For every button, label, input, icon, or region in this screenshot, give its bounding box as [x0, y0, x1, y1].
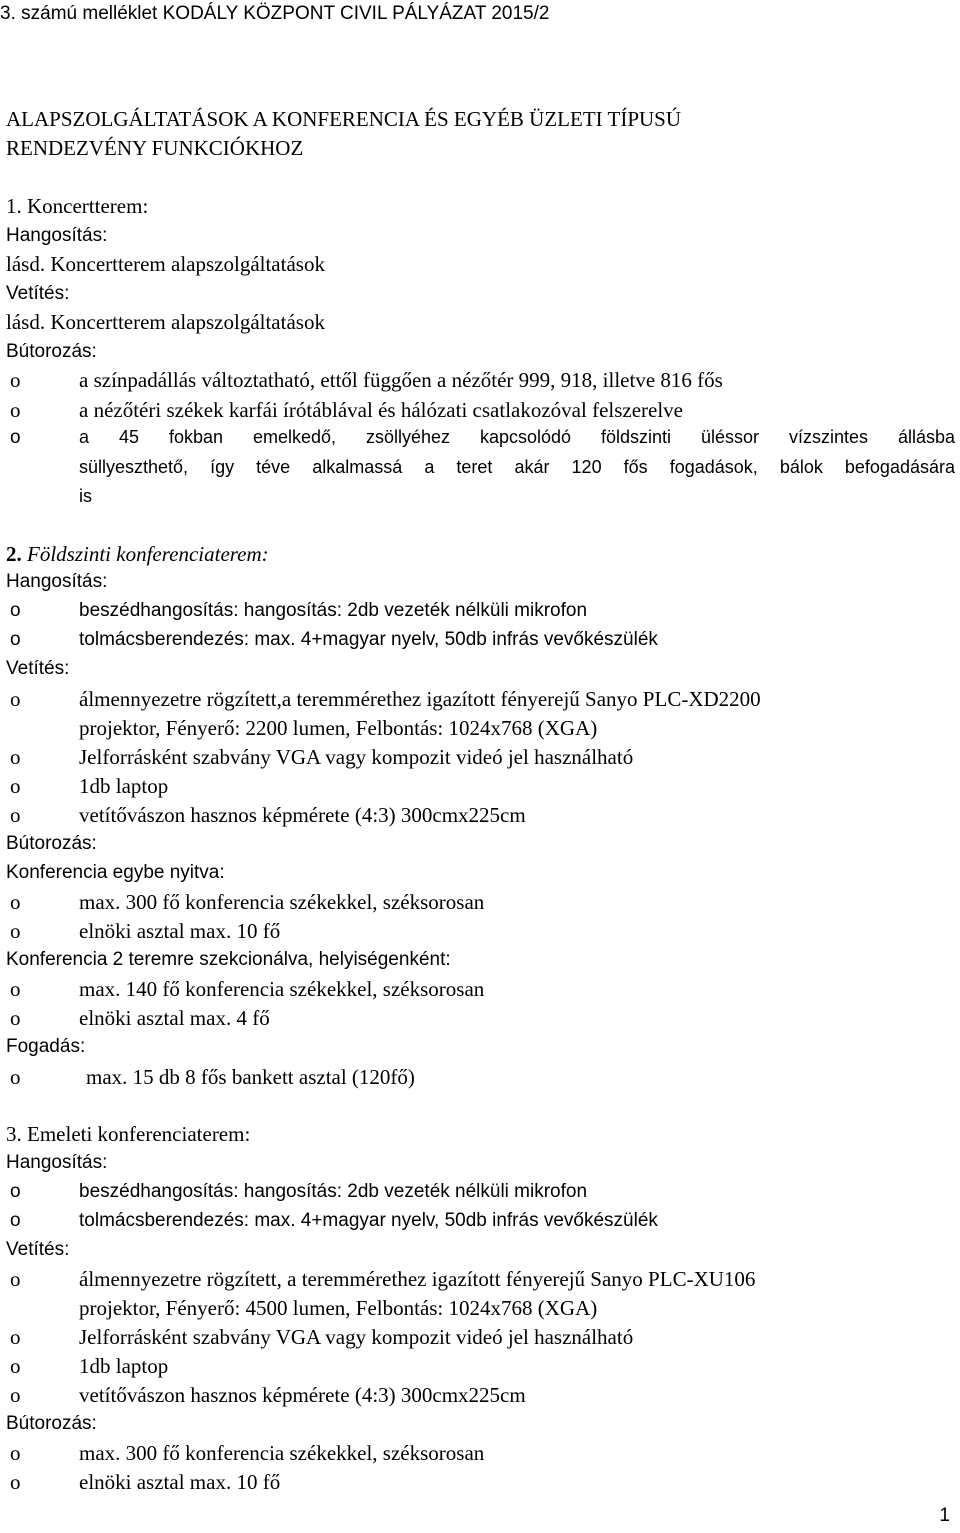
- bullet-marker: o: [10, 600, 21, 621]
- list-item-text: vetítővászon hasznos képmérete (4:3) 300cmx225cm: [79, 803, 526, 827]
- section-3-hangositas-label: Hangosítás:: [6, 1152, 108, 1173]
- section-2-hangositas-label: Hangosítás:: [6, 571, 108, 592]
- list-item-text: süllyeszthető, így téve alkalmassá a teret akár 120 fős fogadások, bálok befogadására: [79, 457, 955, 477]
- list-item-text: álmennyezetre rögzített,a teremmérethez igazított fényerejű Sanyo PLC-XD2200: [79, 687, 761, 711]
- bullet-marker: o: [10, 1441, 21, 1465]
- bullet-marker: o: [10, 368, 21, 392]
- list-item-text: 1db laptop: [79, 774, 169, 798]
- bullet-marker: o: [10, 1470, 21, 1494]
- list-item-text: elnöki asztal max. 4 fő: [79, 1006, 270, 1030]
- section-1-vetites-label: Vetítés:: [6, 283, 70, 304]
- section-3-vetites-label: Vetítés:: [6, 1239, 70, 1260]
- document-title-line-2: RENDEZVÉNY FUNKCIÓKHOZ: [6, 136, 304, 160]
- list-item-text: beszédhangosítás: hangosítás: 2db vezeték nélküli mikrofon: [79, 1181, 588, 1202]
- list-item-text: tolmácsberendezés: max. 4+magyar nyelv, 50db infrás vevőkészülék: [79, 1210, 658, 1231]
- bullet-marker: o: [10, 1210, 21, 1231]
- section-1-heading: 1. Koncertterem:: [6, 194, 149, 218]
- section-2-number: 2.: [6, 542, 22, 566]
- bullet-marker: o: [10, 1325, 21, 1349]
- list-item-text: Jelforrásként szabvány VGA vagy kompozit videó jel használható: [79, 745, 634, 769]
- bullet-marker: o: [10, 745, 21, 769]
- bullet-marker: o: [10, 919, 21, 943]
- bullet-marker: o: [10, 1383, 21, 1407]
- list-item-text: a 45 fokban emelkedő, zsöllyéhez kapcsolódó földszinti üléssor vízszintes állásba: [79, 427, 955, 447]
- list-item-text: a színpadállás változtatható, ettől függően a nézőtér 999, 918, illetve 816 fős: [79, 368, 723, 392]
- bullet-marker: o: [10, 427, 21, 448]
- bullet-marker: o: [10, 1006, 21, 1030]
- list-item-text: vetítővászon hasznos képmérete (4:3) 300cmx225cm: [79, 1383, 526, 1407]
- section-3-butorozas-label: Bútorozás:: [6, 1413, 97, 1434]
- list-item-text: projektor, Fényerő: 2200 lumen, Felbontás: 1024x768 (XGA): [79, 716, 598, 740]
- bullet-marker: o: [10, 977, 21, 1001]
- section-1-hangositas-label: Hangosítás:: [6, 225, 108, 246]
- document-header: 3. számú melléklet KODÁLY KÖZPONT CIVIL PÁLYÁZAT 2015/2: [0, 3, 550, 24]
- bullet-marker: o: [10, 398, 21, 422]
- list-item-text: max. 300 fő konferencia székekkel, széksorosan: [79, 1441, 485, 1465]
- bullet-marker: o: [10, 1181, 21, 1202]
- list-item-text: Jelforrásként szabvány VGA vagy kompozit videó jel használható: [79, 1325, 634, 1349]
- section-1-vetites-text: lásd. Koncertterem alapszolgáltatások: [6, 310, 325, 334]
- list-item-text: max. 15 db 8 fős bankett asztal (120fő): [86, 1065, 415, 1089]
- bullet-marker: o: [10, 890, 21, 914]
- list-item-text: max. 140 fő konferencia székekkel, széksorosan: [79, 977, 485, 1001]
- section-2-heading: [6, 542, 269, 567]
- section-2-butorozas-label: Bútorozás:: [6, 833, 97, 854]
- list-item-text: beszédhangosítás: hangosítás: 2db vezeték nélküli mikrofon: [79, 600, 588, 621]
- page-number: 1: [939, 1505, 950, 1526]
- bullet-marker: o: [10, 803, 21, 827]
- section-2-vetites-label: Vetítés:: [6, 658, 70, 679]
- section-2-konferencia-egybe-label: Konferencia egybe nyitva:: [6, 862, 225, 883]
- list-item-text: elnöki asztal max. 10 fő: [79, 1470, 281, 1494]
- section-2-title: Földszinti konferenciaterem:: [27, 542, 269, 566]
- list-item-text: tolmácsberendezés: max. 4+magyar nyelv, 50db infrás vevőkészülék: [79, 629, 658, 650]
- bullet-marker: o: [10, 629, 21, 650]
- list-item-text: max. 300 fő konferencia székekkel, széksorosan: [79, 890, 485, 914]
- bullet-marker: o: [10, 1267, 21, 1291]
- bullet-marker: o: [10, 1065, 21, 1089]
- section-1-hangositas-text: lásd. Koncertterem alapszolgáltatások: [6, 252, 325, 276]
- bullet-marker: o: [10, 774, 21, 798]
- list-item-text: elnöki asztal max. 10 fő: [79, 919, 281, 943]
- list-item-text: projektor, Fényerő: 4500 lumen, Felbontás: 1024x768 (XGA): [79, 1296, 598, 1320]
- section-2-fogadas-label: Fogadás:: [6, 1036, 86, 1057]
- document-title-line-1: ALAPSZOLGÁLTATÁSOK A KONFERENCIA ÉS EGYÉB ÜZLETI TÍPUSÚ: [6, 107, 682, 131]
- list-item-text: 1db laptop: [79, 1354, 169, 1378]
- section-3-heading: 3. Emeleti konferenciaterem:: [6, 1122, 251, 1146]
- list-item-text: a nézőtéri székek karfái írótáblával és hálózati csatlakozóval felszerelve: [79, 398, 684, 422]
- list-item-text: álmennyezetre rögzített, a teremmérethez igazított fényerejű Sanyo PLC-XU106: [79, 1267, 756, 1291]
- list-item-text: is: [79, 486, 92, 506]
- bullet-marker: o: [10, 1354, 21, 1378]
- bullet-marker: o: [10, 687, 21, 711]
- section-2-konferencia-ketto-label: Konferencia 2 teremre szekcionálva, helyiségenként:: [6, 949, 451, 970]
- section-1-butorozas-label: Bútorozás:: [6, 341, 97, 362]
